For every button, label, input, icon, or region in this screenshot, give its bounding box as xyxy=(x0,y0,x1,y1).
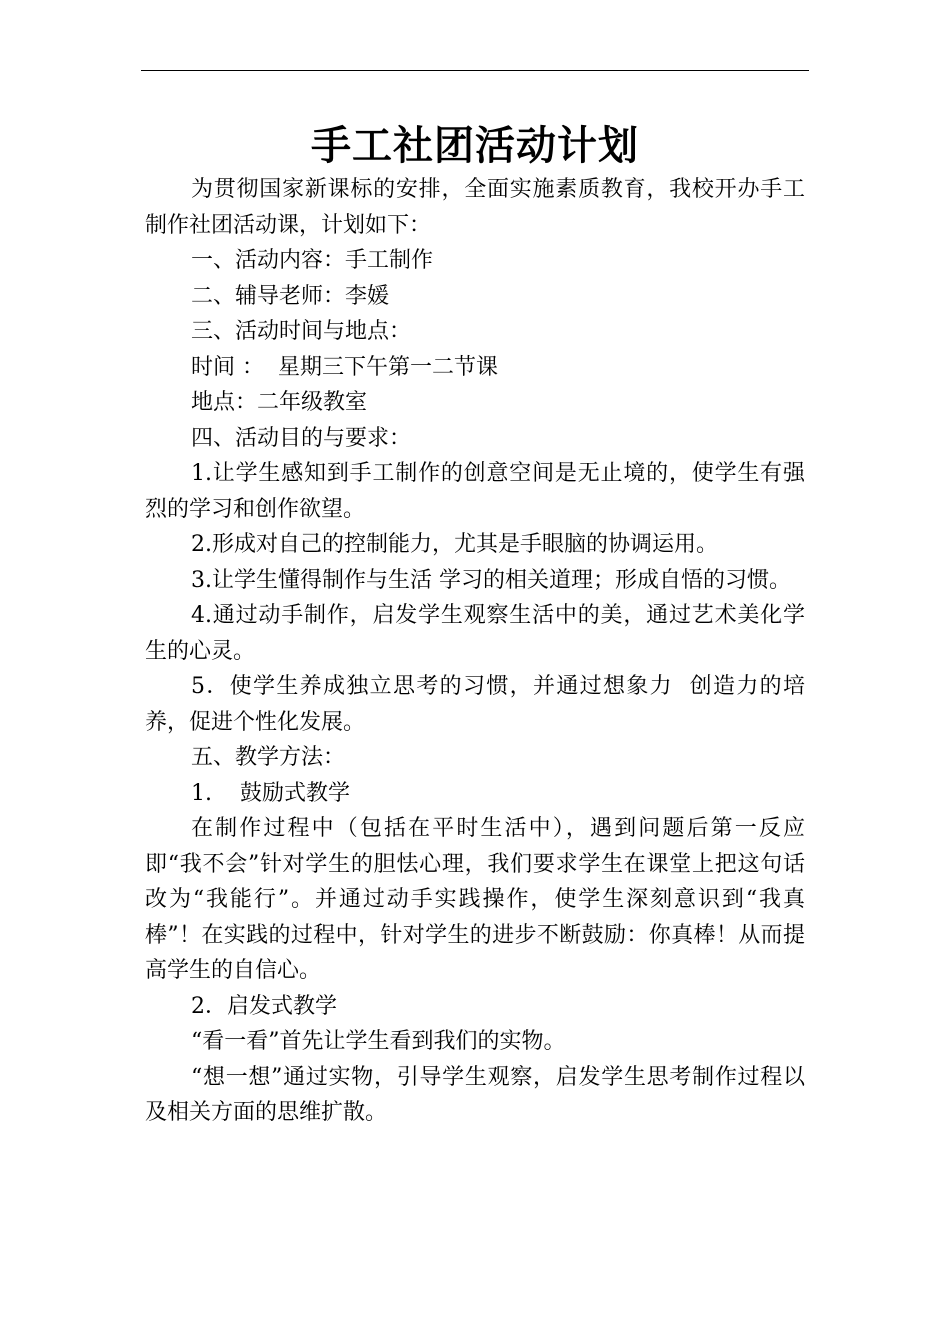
paragraph-think: “想一想”通过实物，引导学生观察，启发学生思考制作过程以及相关方面的思维扩散。 xyxy=(145,1064,805,1125)
paragraph-look: “看一看”首先让学生看到我们的实物。 xyxy=(191,1029,566,1054)
header-rule xyxy=(141,70,809,71)
paragraph-method-1-body: 在制作过程中（包括在平时生活中），遇到问题后第一反应即“我不会”针对学生的胆怯心理，我们要求学生在课堂上把这句话改为“我能行”。并通过动手实践操作，使学生深刻意识到“我真棒”！在实践的过程中，针对学生的进步不断鼓励：你真棒！从而提高学生的自信心。 xyxy=(145,816,805,983)
paragraph-goal-4: 4.通过动手制作，启发学生观察生活中的美，通过艺术美化学生的心灵。 xyxy=(145,603,805,664)
paragraph-goal-3: 3.让学生懂得制作与生活 学习的相关道理；形成自悟的习惯。 xyxy=(191,567,791,593)
paragraph-methods-heading: 五、教学方法： xyxy=(191,745,346,770)
paragraph-goal-5: 5．使学生养成独立思考的习惯，并通过想象力 创造力的培养，促进个性化发展。 xyxy=(145,674,805,735)
paragraph-place: 地点：二年级教室 xyxy=(191,390,368,415)
document-body xyxy=(145,172,805,1131)
page-title: 手工社团活动计划 xyxy=(311,122,639,169)
paragraph-goal-1: 1.让学生感知到手工制作的创意空间是无止境的，使学生有强烈的学习和创作欲望。 xyxy=(145,461,805,522)
paragraph-goals-heading: 四、活动目的与要求： xyxy=(191,425,412,451)
paragraph-intro: 为贯彻国家新课标的安排，全面实施素质教育，我校开办手工制作社团活动课，计划如下： xyxy=(145,177,805,238)
paragraph-method-1-title: 1. 鼓励式教学 xyxy=(191,780,350,806)
paragraph-activity-content: 一、活动内容：手工制作 xyxy=(191,248,434,273)
paragraph-time: 时间 ： 星期三下午第一二节课 xyxy=(191,354,498,380)
paragraph-teacher: 二、辅导老师：李媛 xyxy=(191,283,390,309)
paragraph-time-place-heading: 三、活动时间与地点： xyxy=(191,319,412,344)
paragraph-method-2-title: 2．启发式教学 xyxy=(191,993,337,1019)
paragraph-goal-2: 2.形成对自己的控制能力，尤其是手眼脑的协调运用。 xyxy=(191,532,718,557)
